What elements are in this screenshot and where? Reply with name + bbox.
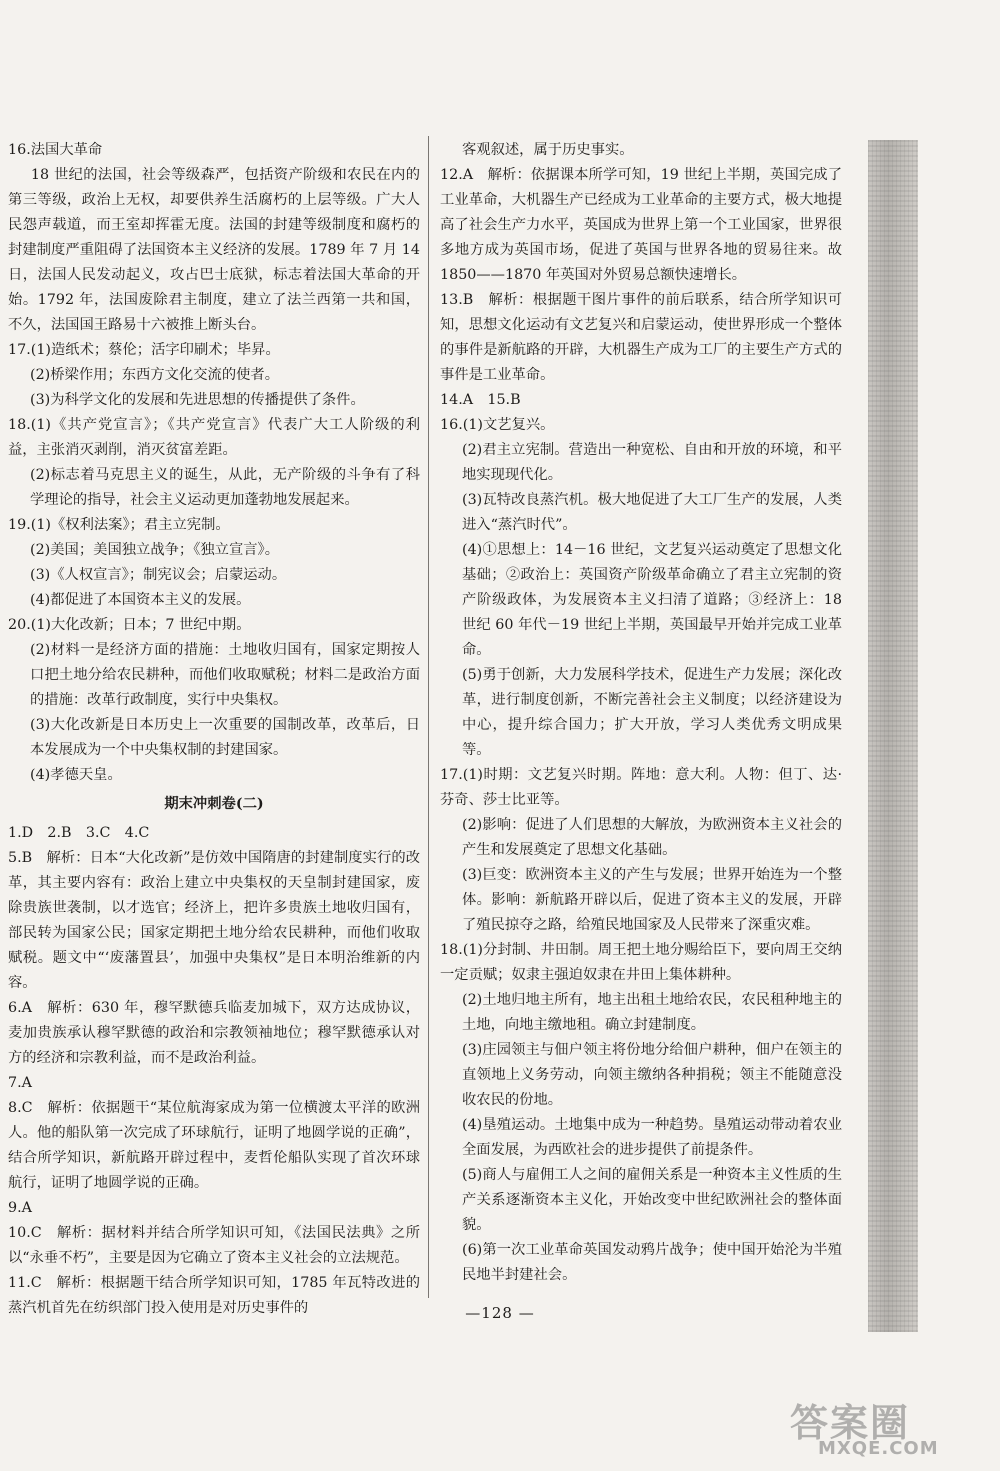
answer-line: (3)瓦特改良蒸汽机。极大地促进了大工厂生产的发展，人类进入“蒸汽时代”。 bbox=[462, 492, 842, 533]
answer-line: 19.(1)《权利法案》；君主立宪制。 bbox=[8, 517, 230, 533]
watermark-logo bbox=[790, 1392, 990, 1462]
answer-line: (3)庄园领主与佃户领主将份地分给佃户耕种，佃户在领主的直领地上义务劳动，向领主缴纳各种捐税；领主不能随意没收农民的份地。 bbox=[462, 1042, 842, 1108]
watermark-text: 答案圈 bbox=[790, 1401, 911, 1445]
answer-line: 17.(1)造纸术；蔡伦；活字印刷术；毕昇。 bbox=[8, 342, 280, 358]
answer-line: 6.A 解析：630 年，穆罕默德兵临麦加城下，双方达成协议，麦加贵族承认穆罕默德的政治和宗教领袖地位；穆罕默德承认对方的经济和宗教利益，而不是政治利益。 bbox=[8, 1000, 420, 1066]
answer-line: 16.法国大革命 bbox=[8, 142, 103, 158]
answer-line: 客观叙述，属于历史事实。 bbox=[462, 142, 634, 158]
answer-line: (4)①思想上：14－16 世纪，文艺复兴运动奠定了思想文化基础；②政治上：英国资产阶级革命确立了君主立宪制的资产阶级政体，为发展资本主义扫清了道路；③经济上：18 世纪 60 年代－19 世纪上半期，英国最早开始并完成工业革命。 bbox=[462, 542, 842, 658]
answer-line: 17.(1)时期：文艺复兴时期。阵地：意大利。人物：但丁、达·芬奇、莎士比亚等。 bbox=[440, 767, 842, 808]
answer-line: (2)土地归地主所有，地主出租土地给农民，农民租种地主的土地，向地主缴地租。确立封建制度。 bbox=[462, 992, 842, 1033]
answer-line: (4)孝德天皇。 bbox=[30, 767, 122, 783]
right-column bbox=[440, 138, 842, 1288]
section-heading: 期末冲刺卷(二) bbox=[164, 796, 264, 812]
answer-line: (2)材料一是经济方面的措施：土地收归国有，国家定期按人口把土地分给农民耕种，而他们收取赋税；材料二是政治方面的措施：改革行政制度，实行中央集权。 bbox=[30, 642, 420, 708]
answer-line: 11.C 解析：根据题干结合所学知识可知，1785 年瓦特改进的蒸汽机首先在纺织部门投入使用是对历史事件的 bbox=[8, 1275, 420, 1316]
answer-line: (2)桥梁作用；东西方文化交流的使者。 bbox=[30, 367, 279, 383]
answer-line: 18.(1)分封制、井田制。周王把土地分赐给臣下，要向周王交纳一定贡赋；奴隶主强迫奴隶在井田上集体耕种。 bbox=[440, 942, 842, 983]
answer-line: (4)都促进了本国资本主义的发展。 bbox=[30, 592, 251, 608]
watermark-url: MXQE.COM bbox=[818, 1438, 939, 1459]
answer-line: 16.(1)文艺复兴。 bbox=[440, 417, 555, 433]
answer-line: (5)勇于创新，大力发展科学技术，促进生产力发展；深化改革，进行制度创新，不断完善社会主义制度；以经济建设为中心，提升综合国力；扩大开放，学习人类优秀文明成果等。 bbox=[462, 667, 842, 758]
answer-line: 13.B 解析：根据题干图片事件的前后联系，结合所学知识可知，思想文化运动有文艺复兴和启蒙运动，使世界形成一个整体的事件是新航路的开辟，大机器生产成为工厂的主要生产方式的事件是工业革命。 bbox=[440, 292, 842, 383]
answer-line: (2)美国；美国独立战争；《独立宣言》。 bbox=[30, 542, 279, 558]
answer-line: 8.C 解析：依据题干“某位航海家成为第一位横渡太平洋的欧洲人。他的船队第一次完成了环球航行，证明了地圆学说的正确”，结合所学知识，新航路开辟过程中，麦哲伦船队实现了首次环球航行，证明了地圆学说的正确。 bbox=[8, 1100, 420, 1191]
answer-line: 10.C 解析：据材料并结合所学知识可知，《法国民法典》之所以“永垂不朽”，主要是因为它确立了资本主义社会的立法规范。 bbox=[8, 1225, 420, 1266]
answer-line: 14.A 15.B bbox=[440, 392, 521, 408]
answer-line: 1.D 2.B 3.C 4.C bbox=[8, 825, 150, 841]
answer-line: (3)大化改新是日本历史上一次重要的国制改革，改革后，日本发展成为一个中央集权制的封建国家。 bbox=[30, 717, 420, 758]
answer-line: (2)标志着马克思主义的诞生，从此，无产阶级的斗争有了科学理论的指导，社会主义运动更加蓬勃地发展起来。 bbox=[30, 467, 420, 508]
answer-line: 7.A bbox=[8, 1075, 32, 1091]
answer-line: (3)为科学文化的发展和先进思想的传播提供了条件。 bbox=[30, 392, 365, 408]
left-column bbox=[8, 138, 420, 1321]
answer-line: (2)君主立宪制。营造出一种宽松、自由和开放的环境，和平地实现现代化。 bbox=[462, 442, 842, 483]
answer-line: 18 世纪的法国，社会等级森严，包括资产阶级和农民在内的第三等级，政治上无权，却要供养生活腐朽的上层等级。广大人民怨声载道，而王室却挥霍无度。法国的封建等级制度和腐朽的封建制度严重阻碍了法国资本主义经济的发展。1789 年 7 月 14 日，法国人民发动起义，攻占巴士底狱，标志着法国大革命的开始。1792 年，法国废除君主制度，建立了法兰西第一共和国，不久，法国国王路易十六被推上断头台。 bbox=[8, 167, 420, 333]
scan-edge-strip bbox=[868, 140, 918, 1332]
answer-line: 5.B 解析：日本“大化改新”是仿效中国隋唐的封建制度实行的改革，其主要内容有：政治上建立中央集权的天皇制封建国家，废除贵族世袭制，以才选官；经济上，把许多贵族土地收归国有，部民转为国家公民；国家定期把土地分给农民耕种，而他们收取赋税。题文中“‘废藩置县’，加强中央集权”是日本明治维新的内容。 bbox=[8, 850, 420, 991]
answer-line: 9.A bbox=[8, 1200, 32, 1216]
page-number: —128 — bbox=[465, 1304, 535, 1322]
answer-line: (2)影响：促进了人们思想的大解放，为欧洲资本主义社会的产生和发展奠定了思想文化基础。 bbox=[462, 817, 842, 858]
column-divider bbox=[428, 136, 429, 1298]
answer-line: 12.A 解析：依据课本所学可知，19 世纪上半期，英国完成了工业革命，大机器生产已经成为工业革命的主要方式，极大地提高了社会生产力水平，英国成为世界上第一个工业国家，世界很多地方成为英国市场，促进了英国与世界各地的贸易往来。故 1850——1870 年英国对外贸易总额快速增长。 bbox=[440, 167, 842, 283]
answer-line: (4)垦殖运动。土地集中成为一种趋势。垦殖运动带动着农业全面发展，为西欧社会的进步提供了前提条件。 bbox=[462, 1117, 842, 1158]
answer-line: (3)《人权宣言》；制宪议会；启蒙运动。 bbox=[30, 567, 287, 583]
answer-line: (3)巨变：欧洲资本主义的产生与发展；世界开始连为一个整体。影响：新航路开辟以后，促进了资本主义的发展，开辟了殖民掠夺之路，给殖民地国家及人民带来了深重灾难。 bbox=[462, 867, 842, 933]
answer-line: 20.(1)大化改新；日本；7 世纪中期。 bbox=[8, 617, 251, 633]
answer-line: (5)商人与雇佣工人之间的雇佣关系是一种资本主义性质的生产关系逐渐资本主义化，开始改变中世纪欧洲社会的整体面貌。 bbox=[462, 1167, 842, 1233]
answer-line: (6)第一次工业革命英国发动鸦片战争；使中国开始沦为半殖民地半封建社会。 bbox=[462, 1242, 842, 1283]
answer-line: 18.(1)《共产党宣言》；《共产党宣言》代表广大工人阶级的利益，主张消灭剥削，消灭贫富差距。 bbox=[8, 417, 420, 458]
